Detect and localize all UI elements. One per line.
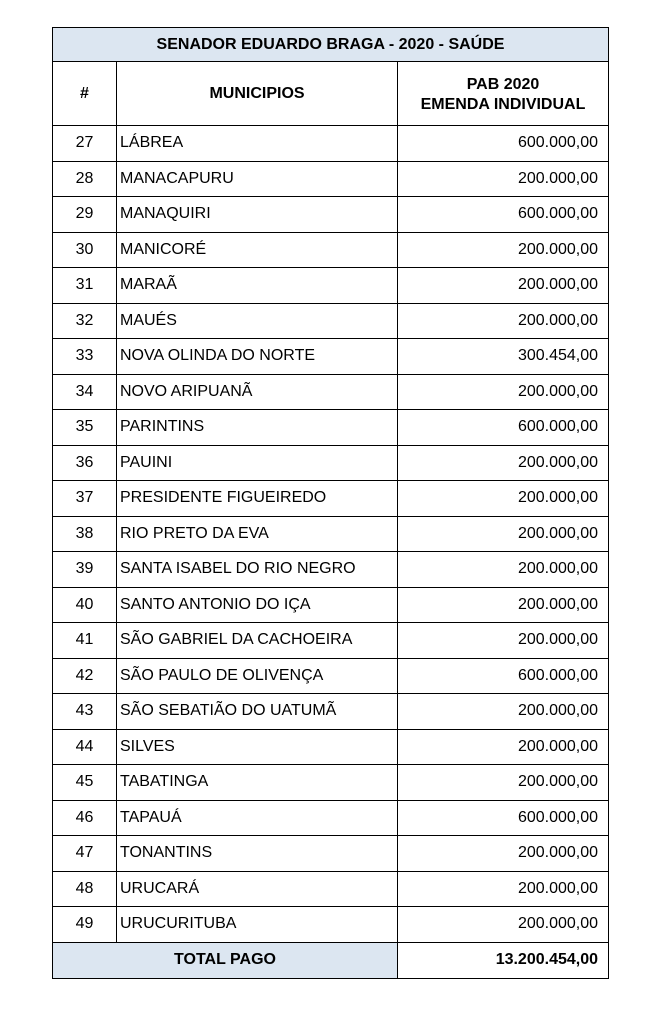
row-number: 37 bbox=[53, 481, 117, 517]
table-row bbox=[53, 197, 609, 233]
row-value: 200.000,00 bbox=[398, 871, 609, 907]
row-number: 36 bbox=[53, 445, 117, 481]
table-row bbox=[53, 871, 609, 907]
table-row bbox=[53, 339, 609, 375]
table-row bbox=[53, 374, 609, 410]
row-municipio: MANICORÉ bbox=[117, 232, 398, 268]
row-number: 33 bbox=[53, 339, 117, 375]
row-value: 200.000,00 bbox=[398, 445, 609, 481]
table-row bbox=[53, 694, 609, 730]
row-number: 47 bbox=[53, 836, 117, 872]
row-value: 300.454,00 bbox=[398, 339, 609, 375]
row-number: 44 bbox=[53, 729, 117, 765]
row-number: 27 bbox=[53, 126, 117, 162]
row-municipio: SÃO PAULO DE OLIVENÇA bbox=[117, 658, 398, 694]
row-municipio: TABATINGA bbox=[117, 765, 398, 801]
row-municipio: MANACAPURU bbox=[117, 161, 398, 197]
table-row bbox=[53, 516, 609, 552]
table-row bbox=[53, 161, 609, 197]
row-municipio: RIO PRETO DA EVA bbox=[117, 516, 398, 552]
table-row bbox=[53, 729, 609, 765]
row-number: 43 bbox=[53, 694, 117, 730]
total-value: 13.200.454,00 bbox=[398, 942, 609, 978]
table-title-row bbox=[53, 28, 609, 62]
table-row bbox=[53, 658, 609, 694]
row-value: 600.000,00 bbox=[398, 126, 609, 162]
row-value: 200.000,00 bbox=[398, 587, 609, 623]
row-number: 45 bbox=[53, 765, 117, 801]
table-row bbox=[53, 410, 609, 446]
row-value: 600.000,00 bbox=[398, 800, 609, 836]
header-municipios: MUNICIPIOS bbox=[117, 62, 398, 126]
row-value: 200.000,00 bbox=[398, 268, 609, 304]
row-number: 40 bbox=[53, 587, 117, 623]
row-value: 200.000,00 bbox=[398, 836, 609, 872]
row-number: 32 bbox=[53, 303, 117, 339]
row-number: 49 bbox=[53, 907, 117, 943]
row-value: 200.000,00 bbox=[398, 232, 609, 268]
row-municipio: MAUÉS bbox=[117, 303, 398, 339]
table-row bbox=[53, 623, 609, 659]
table-row bbox=[53, 303, 609, 339]
row-value: 200.000,00 bbox=[398, 623, 609, 659]
table-row bbox=[53, 126, 609, 162]
row-municipio: LÁBREA bbox=[117, 126, 398, 162]
row-value: 200.000,00 bbox=[398, 694, 609, 730]
header-value-line2: EMENDA INDIVIDUAL bbox=[420, 95, 586, 113]
table-row bbox=[53, 552, 609, 588]
column-header-row bbox=[53, 62, 609, 126]
funding-table bbox=[52, 27, 609, 979]
row-number: 35 bbox=[53, 410, 117, 446]
row-value: 200.000,00 bbox=[398, 161, 609, 197]
row-value: 600.000,00 bbox=[398, 197, 609, 233]
row-number: 38 bbox=[53, 516, 117, 552]
row-municipio: SÃO SEBATIÃO DO UATUMÃ bbox=[117, 694, 398, 730]
table-row bbox=[53, 800, 609, 836]
row-number: 48 bbox=[53, 871, 117, 907]
row-value: 200.000,00 bbox=[398, 765, 609, 801]
table-title: SENADOR EDUARDO BRAGA - 2020 - SAÚDE bbox=[53, 28, 609, 62]
row-value: 600.000,00 bbox=[398, 410, 609, 446]
row-municipio: URUCARÁ bbox=[117, 871, 398, 907]
row-value: 200.000,00 bbox=[398, 907, 609, 943]
row-value: 200.000,00 bbox=[398, 374, 609, 410]
row-municipio: MARAÃ bbox=[117, 268, 398, 304]
row-municipio: TAPAUÁ bbox=[117, 800, 398, 836]
table-row bbox=[53, 907, 609, 943]
table-row bbox=[53, 445, 609, 481]
row-number: 31 bbox=[53, 268, 117, 304]
row-number: 30 bbox=[53, 232, 117, 268]
row-municipio: SÃO GABRIEL DA CACHOEIRA bbox=[117, 623, 398, 659]
row-municipio: SANTO ANTONIO DO IÇA bbox=[117, 587, 398, 623]
total-row bbox=[53, 942, 609, 978]
row-municipio: MANAQUIRI bbox=[117, 197, 398, 233]
row-municipio: PARINTINS bbox=[117, 410, 398, 446]
row-value: 200.000,00 bbox=[398, 303, 609, 339]
row-municipio: TONANTINS bbox=[117, 836, 398, 872]
row-number: 28 bbox=[53, 161, 117, 197]
header-number: # bbox=[53, 62, 117, 126]
table-row bbox=[53, 268, 609, 304]
table-row bbox=[53, 587, 609, 623]
row-number: 42 bbox=[53, 658, 117, 694]
row-number: 39 bbox=[53, 552, 117, 588]
table-row bbox=[53, 481, 609, 517]
total-label: TOTAL PAGO bbox=[53, 942, 398, 978]
row-municipio: URUCURITUBA bbox=[117, 907, 398, 943]
row-municipio: NOVO ARIPUANÃ bbox=[117, 374, 398, 410]
row-municipio: PRESIDENTE FIGUEIREDO bbox=[117, 481, 398, 517]
row-number: 41 bbox=[53, 623, 117, 659]
row-value: 600.000,00 bbox=[398, 658, 609, 694]
row-value: 200.000,00 bbox=[398, 516, 609, 552]
row-value: 200.000,00 bbox=[398, 481, 609, 517]
row-number: 34 bbox=[53, 374, 117, 410]
row-value: 200.000,00 bbox=[398, 552, 609, 588]
row-number: 29 bbox=[53, 197, 117, 233]
table-row bbox=[53, 765, 609, 801]
table-row bbox=[53, 836, 609, 872]
row-municipio: NOVA OLINDA DO NORTE bbox=[117, 339, 398, 375]
header-value bbox=[398, 62, 609, 126]
row-municipio: SILVES bbox=[117, 729, 398, 765]
table-body bbox=[53, 126, 609, 943]
row-value: 200.000,00 bbox=[398, 729, 609, 765]
row-municipio: SANTA ISABEL DO RIO NEGRO bbox=[117, 552, 398, 588]
row-municipio: PAUINI bbox=[117, 445, 398, 481]
table-row bbox=[53, 232, 609, 268]
header-value-line1: PAB 2020 bbox=[466, 75, 540, 93]
row-number: 46 bbox=[53, 800, 117, 836]
